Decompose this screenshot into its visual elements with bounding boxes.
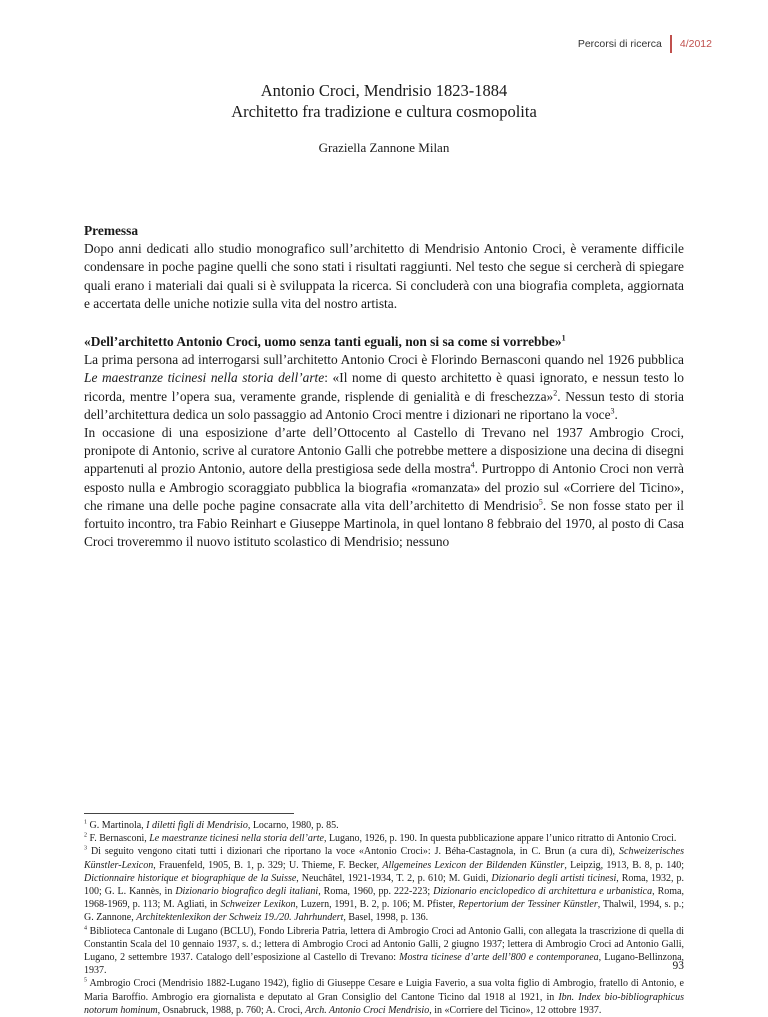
italic-run: Dizionario enciclopedico di architettura e urbanistica [433, 886, 653, 898]
footnote-number: 1 [84, 819, 87, 826]
text-run: , Leipzig, 1913, B. 8, p. 140; [564, 859, 684, 871]
text-run: La prima persona ad interrogarsi sull’architetto Antonio Croci è Florindo Bernasconi quando nel 1926 pubblica [84, 352, 684, 368]
text-run: Ambrogio Croci (Mendrisio 1882-Lugano 1942), figlio di Giuseppe Cesare e Luigia Faverio, a sua volta figlio di Ambrogio, fratello di Antonio, e Maria Baroffio. Ambrogio era giornalista e deputato al Gran Consiglio del Cantone Ticino dal 1918 al 1921, in [84, 978, 684, 1003]
footnote-4 [84, 925, 684, 978]
text-run: . [614, 406, 618, 422]
italic-run: Le maestranze ticinesi nella storia dell’arte [149, 833, 324, 845]
article-subtitle: Architetto fra tradizione e cultura cosmopolita [231, 102, 537, 121]
footnote-ref-1: 1 [561, 333, 566, 343]
footnote-1 [84, 819, 684, 832]
italic-run: Allgemeines Lexicon der Bildenden Künstler [382, 859, 565, 871]
section-heading-second [84, 333, 684, 351]
title-block [0, 80, 768, 156]
page-number: 93 [672, 960, 684, 972]
italic-run: Mostra ticinese d’arte dell’800 e contemporanea [399, 952, 599, 964]
text-run: , Roma, 1960, pp. 222-223; [318, 886, 434, 898]
journal-issue-label: 4/2012 [679, 38, 712, 50]
text-run: , Basel, 1998, p. 136. [343, 912, 429, 924]
text-run: . Purtroppo di Antonio Croci non verrà esposto nulla e Ambrogio scoraggiato pubblica la biografia «romanzata» del prozio sul «Corriere del Ticino», che rimane una delle poche pagine consacrate alla vita dell’architetto di Mendrisio [84, 461, 684, 513]
italic-run: Dictionnaire historique et biographique de la Suisse [84, 872, 297, 884]
footnote-number: 2 [84, 832, 87, 839]
article-title: Antonio Croci, Mendrisio 1823-1884 [260, 81, 508, 100]
text-run: , in «Corriere del Ticino», 12 ottobre 1937. [429, 1004, 602, 1016]
footnote-ref-3: 3 [610, 406, 615, 416]
text-run: , Luzern, 1991, B. 2, p. 106; M. Pfister, [295, 899, 459, 911]
text-run: , Locarno, 1980, p. 85. [247, 820, 339, 831]
text-run: . Nessun testo di storia dell’architettura dedica un solo passaggio ad Antonio Croci mentre i dizionari ne riportano la voce [84, 388, 685, 422]
italic-run: Ibn. Index bio-bibliographicus notorum hominum [84, 991, 684, 1016]
footnote-2 [84, 832, 684, 845]
text-run: , Roma, 1932, p. 100; G. L. Kannès, in [84, 872, 684, 898]
text-run: G. Martinola, [87, 820, 147, 831]
italic-run: Schweizerisches Künstler-Lexicon [84, 846, 684, 871]
italic-run: I diletti figli di Mendrisio [146, 820, 248, 831]
footnote-5 [84, 977, 684, 1017]
italic-run: Schweizer Lexikon [220, 899, 296, 911]
text-run: , Frauenfeld, 1905, B. 1, p. 329; U. Thieme, F. Becker, [153, 859, 383, 871]
section-heading-premessa: Premessa [84, 223, 139, 238]
journal-section-label: Percorsi di ricerca [577, 38, 662, 50]
article-body [84, 222, 684, 551]
section-heading-second-text: «Dell’architetto Antonio Croci, uomo senza tanti eguali, non si sa come si vorrebbe» [84, 334, 562, 350]
text-run: Biblioteca Cantonale di Lugano (BCLU), Fondo Libreria Patria, lettera di Ambrogio Croci ad Antonio Galli, con allegata la trascrizione di quella di Constantin Scala del 10 gennaio 1937, s. d.; lettera di Ambrogio Croci ad Antonio Galli, 2 giugno 1937; lettera di Ambrogio Croci ad Antonio Galli, Lugano, 2 settembre 1937. Catalogo dell’esposizione al Castello di Trevano: [84, 925, 684, 964]
running-header [578, 33, 712, 55]
book-title-italic: Le maestranze ticinesi nella storia dell’arte [84, 370, 325, 386]
italic-run: Arch. Antonio Croci Mendrisio [305, 1004, 430, 1016]
italic-run: Dizionario degli artisti ticinesi [491, 872, 617, 884]
footnote-ref-5: 5 [538, 497, 543, 507]
text-run: : «Il nome di questo architetto è quasi ignorato, e nessun testo lo ricorda, mentre l’opera sua, veramente grande, risplende di genialità e di freschezza» [84, 370, 684, 404]
text-run: , Neuchâtel, 1921-1934, T. 2, p. 610; M. Guidi, [296, 872, 492, 884]
footnote-number: 4 [84, 925, 87, 932]
footnotes [84, 819, 684, 1017]
section-gap [84, 313, 684, 333]
paragraph-bernasconi [84, 351, 684, 424]
footnote-rule [84, 813, 294, 814]
footnote-ref-4: 4 [470, 460, 475, 470]
italic-run: Repertorium der Tessiner Künstler [458, 899, 598, 911]
italic-run: Architektenlexikon der Schweiz 19./20. Jahrhundert [136, 912, 344, 924]
text-run: . Se non fosse stato per il fortuito incontro, tra Fabio Reinhart e Giuseppe Martinola, in quel lontano 8 febbraio del 1970, al posto di Casa Croci troveremmo il nuovo istituto scolastico di Mendrisio; nessuno [84, 497, 685, 550]
article-author: Graziella Zannone Milan [318, 140, 450, 155]
footnote-number: 3 [84, 846, 87, 853]
text-run: , Lugano, 1926, p. 190. In questa pubblicazione appare l’unico ritratto di Antonio Croci. [323, 833, 677, 845]
text-run: , Thalwil, 1994, s. p.; G. Zannone, [84, 899, 685, 924]
text-run: Di seguito vengono citati tutti i dizionari che riportano la voce «Antonio Croci»: J. Béha-Castagnola, in C. Brun (a cura di), [87, 846, 619, 858]
text-run: F. Bernasconi, [87, 833, 150, 845]
italic-run: Dizionario biografico degli italiani [175, 886, 319, 898]
paragraph-premessa: Dopo anni dedicati allo studio monografico sull’architetto di Mendrisio Antonio Croci, è veramente difficile condensare in poche pagine quelli che sono stati i risultati raggiunti. Nel testo che segue si cercherà di spiegare quali erano i materiali dai quali si è sviluppata la ricerca. Si concluderà con una biografia completa, aggiornata e accertata delle uniche notizie sulla vita del nostro artista. [84, 241, 684, 311]
text-run: , Lugano-Bellinzona, 1937. [84, 952, 685, 977]
paragraph-trevano [84, 424, 684, 551]
footnote-number: 5 [84, 978, 87, 985]
footnote-ref-2: 2 [553, 388, 558, 398]
text-run: In occasione di una esposizione d’arte dell’Ottocento al Castello di Trevano nel 1937 Ambrogio Croci, pronipote di Antonio, scrive al curatore Antonio Galli che potrebbe mettere a disposizione una decina di disegni appartenuti al prozio Antonio, autore della prestigiosa sede della mostra [84, 425, 684, 477]
text-run: , Roma, 1968-1969, p. 113; M. Agliati, in [84, 886, 684, 911]
text-run: , Osnabruck, 1988, p. 760; A. Croci, [157, 1004, 306, 1016]
footnote-3 [84, 845, 684, 924]
